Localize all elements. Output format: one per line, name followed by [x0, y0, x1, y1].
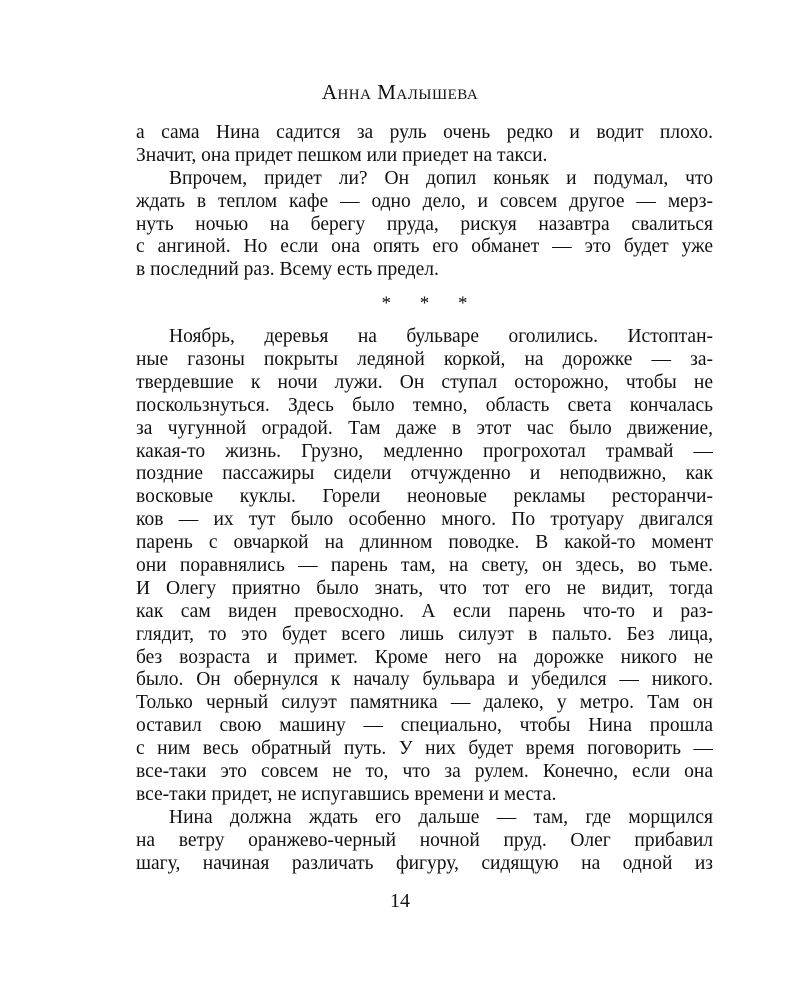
text-line: а сама Нина садится за руль очень редко и водит плохо. — [136, 122, 713, 143]
text-line: поздние пассажиры сидели отчужденно и неподвижно, как — [136, 463, 713, 485]
text-line: восковые куклы. Горели неоновые рекламы ресторанчи- — [136, 486, 713, 508]
text-line: нуть ночью на берегу пруда, рискуя назавтра свалиться — [136, 213, 713, 235]
text-line: в последний раз. Всему есть предел. — [136, 259, 439, 281]
section-separator: * * * — [381, 293, 480, 315]
text-line: парень с овчаркой на длинном поводке. В какой-то момент — [136, 532, 713, 554]
page-number: 14 — [390, 890, 410, 912]
text-line: Значит, она придет пешком или приедет на такси. — [136, 144, 548, 166]
text-line: было. Он обернулся к началу бульвара и убедился — никого. — [136, 669, 713, 691]
text-line: ждать в теплом кафе — одно дело, и совсем другое — мерз- — [136, 190, 713, 212]
text-line: Впрочем, придет ли? Он допил коньяк и подумал, что — [169, 167, 713, 189]
text-line: какая-то жизнь. Грузно, медленно прогрохотал трамвай — — [136, 440, 713, 462]
text-line: за чугунной оградой. Там даже в этот час было движение, — [136, 417, 713, 439]
text-line: без возраста и примет. Кроме него на дорожке никого не — [136, 646, 713, 668]
text-line: Только черный силуэт памятника — далеко, у метро. Там он — [136, 692, 713, 714]
text-line: шагу, начиная различать фигуру, сидящую на одной из — [136, 852, 713, 874]
text-line: на ветру оранжево-черный ночной пруд. Олег прибавил — [136, 829, 713, 851]
text-line: с ним весь обратный путь. У них будет время поговорить — — [136, 738, 713, 760]
text-line: они поравнялись — парень там, на свету, он здесь, во тьме. — [136, 555, 713, 577]
text-line: поскользнуться. Здесь было темно, область света кончалась — [136, 394, 713, 416]
text-line: все-таки придет, не испугавшись времени и места. — [136, 783, 557, 805]
text-line: оставил свою машину — специально, чтобы Нина прошла — [136, 715, 713, 737]
text-line: твердевшие к ночи лужи. Он ступал осторожно, чтобы не — [136, 371, 713, 393]
text-line: Нина должна ждать его дальше — там, где морщился — [169, 806, 713, 828]
text-line: глядит, то это будет всего лишь силуэт в пальто. Без лица, — [136, 623, 713, 645]
text-line: ков — их тут было особенно много. По тротуару двигался — [136, 509, 713, 531]
running-head-author: Анна Малышева — [321, 80, 479, 104]
text-line: с ангиной. Но если она опять его обманет — это будет уже — [136, 236, 713, 258]
text-line: как сам виден превосходно. А если парень что-то и раз- — [136, 600, 713, 622]
text-line: И Олегу приятно было знать, что тот его не видит, тогда — [136, 577, 713, 599]
text-line: Ноябрь, деревья на бульваре оголились. Истоптан- — [169, 326, 713, 348]
text-line: ные газоны покрыты ледяной коркой, на дорожке — за- — [136, 349, 713, 371]
body-text — [136, 122, 713, 876]
text-line: все-таки это совсем не то, что за рулем. Конечно, если она — [136, 761, 713, 783]
